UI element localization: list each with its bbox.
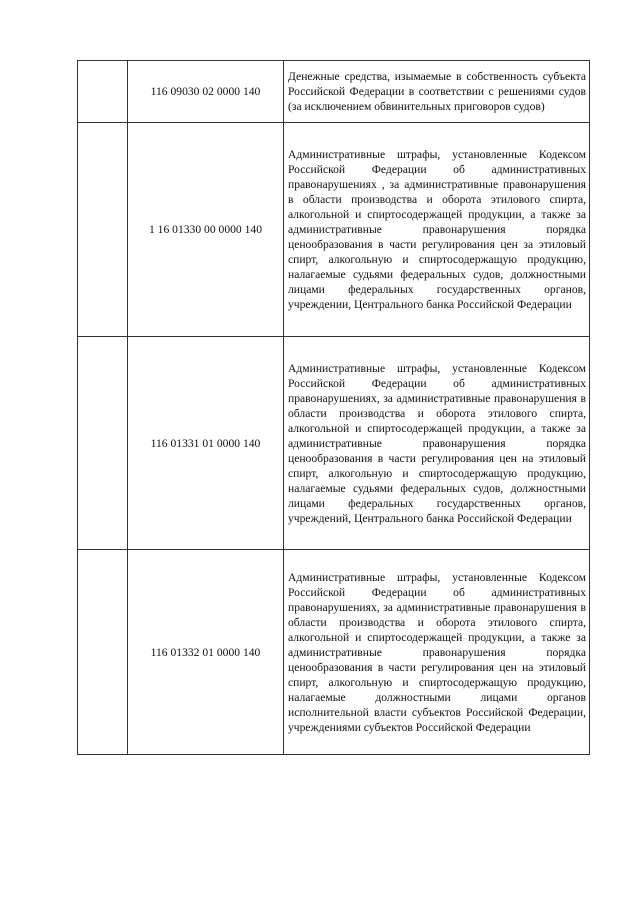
table-row (78, 337, 590, 550)
revenue-codes-table (77, 60, 590, 755)
empty-cell (78, 61, 128, 123)
table-row (78, 550, 590, 755)
table-row (78, 123, 590, 337)
code-cell: 116 09030 02 0000 140 (128, 61, 284, 123)
empty-cell (78, 337, 128, 550)
code-cell: 116 01332 01 0000 140 (128, 550, 284, 755)
description-cell: Административные штрафы, установленные Кодексом Российской Федерации об административных правонарушениях, за административные правонарушения в области производства и оборота этилового спирта, алкогольной и спиртосодержащей продукции, а также за административные правонарушения порядка ценообразования в части регулирования цен на этиловый спирт, алкогольную и спиртосодержащую продукцию, налагаемые судьями федеральных судов, должностными лицами федеральных государственных органов, учреждений, Центрального банка Российской Федерации (284, 337, 590, 550)
description-cell: Административные штрафы, установленные Кодексом Российской Федерации об административных правонарушениях , за административные правонарушения в области производства и оборота этилового спирта, алкогольной и спиртосодержащей продукции, а также за административные правонарушения порядка ценообразования в части регулирования цен за этиловый спирт, алкогольную и спиртосодержащую продукцию, налагаемые судьями федеральных судов, должностными лицами федеральных государственных органов, учреждении, Центрального банка Российской Федерации (284, 123, 590, 337)
empty-cell (78, 123, 128, 337)
description-cell: Административные штрафы, установленные Кодексом Российской Федерации об административных правонарушениях, за административные правонарушения в области производства и оборота этилового спирта, алкогольной и спиртосодержащей продукции, а также за административные правонарушения порядка ценообразования в части регулирования цен на этиловый спирт, алкогольную и спиртосодержащую продукцию, налагаемые должностными лицами органов исполнительной власти субъектов Российской Федерации, учреждениями субъектов Российской Федерации (284, 550, 590, 755)
code-cell: 116 01331 01 0000 140 (128, 337, 284, 550)
description-cell: Денежные средства, изымаемые в собственность субъекта Российской Федерации в соответствии с решениями судов (за исключением обвинительных приговоров судов) (284, 61, 590, 123)
table-row (78, 61, 590, 123)
empty-cell (78, 550, 128, 755)
code-cell: 1 16 01330 00 0000 140 (128, 123, 284, 337)
